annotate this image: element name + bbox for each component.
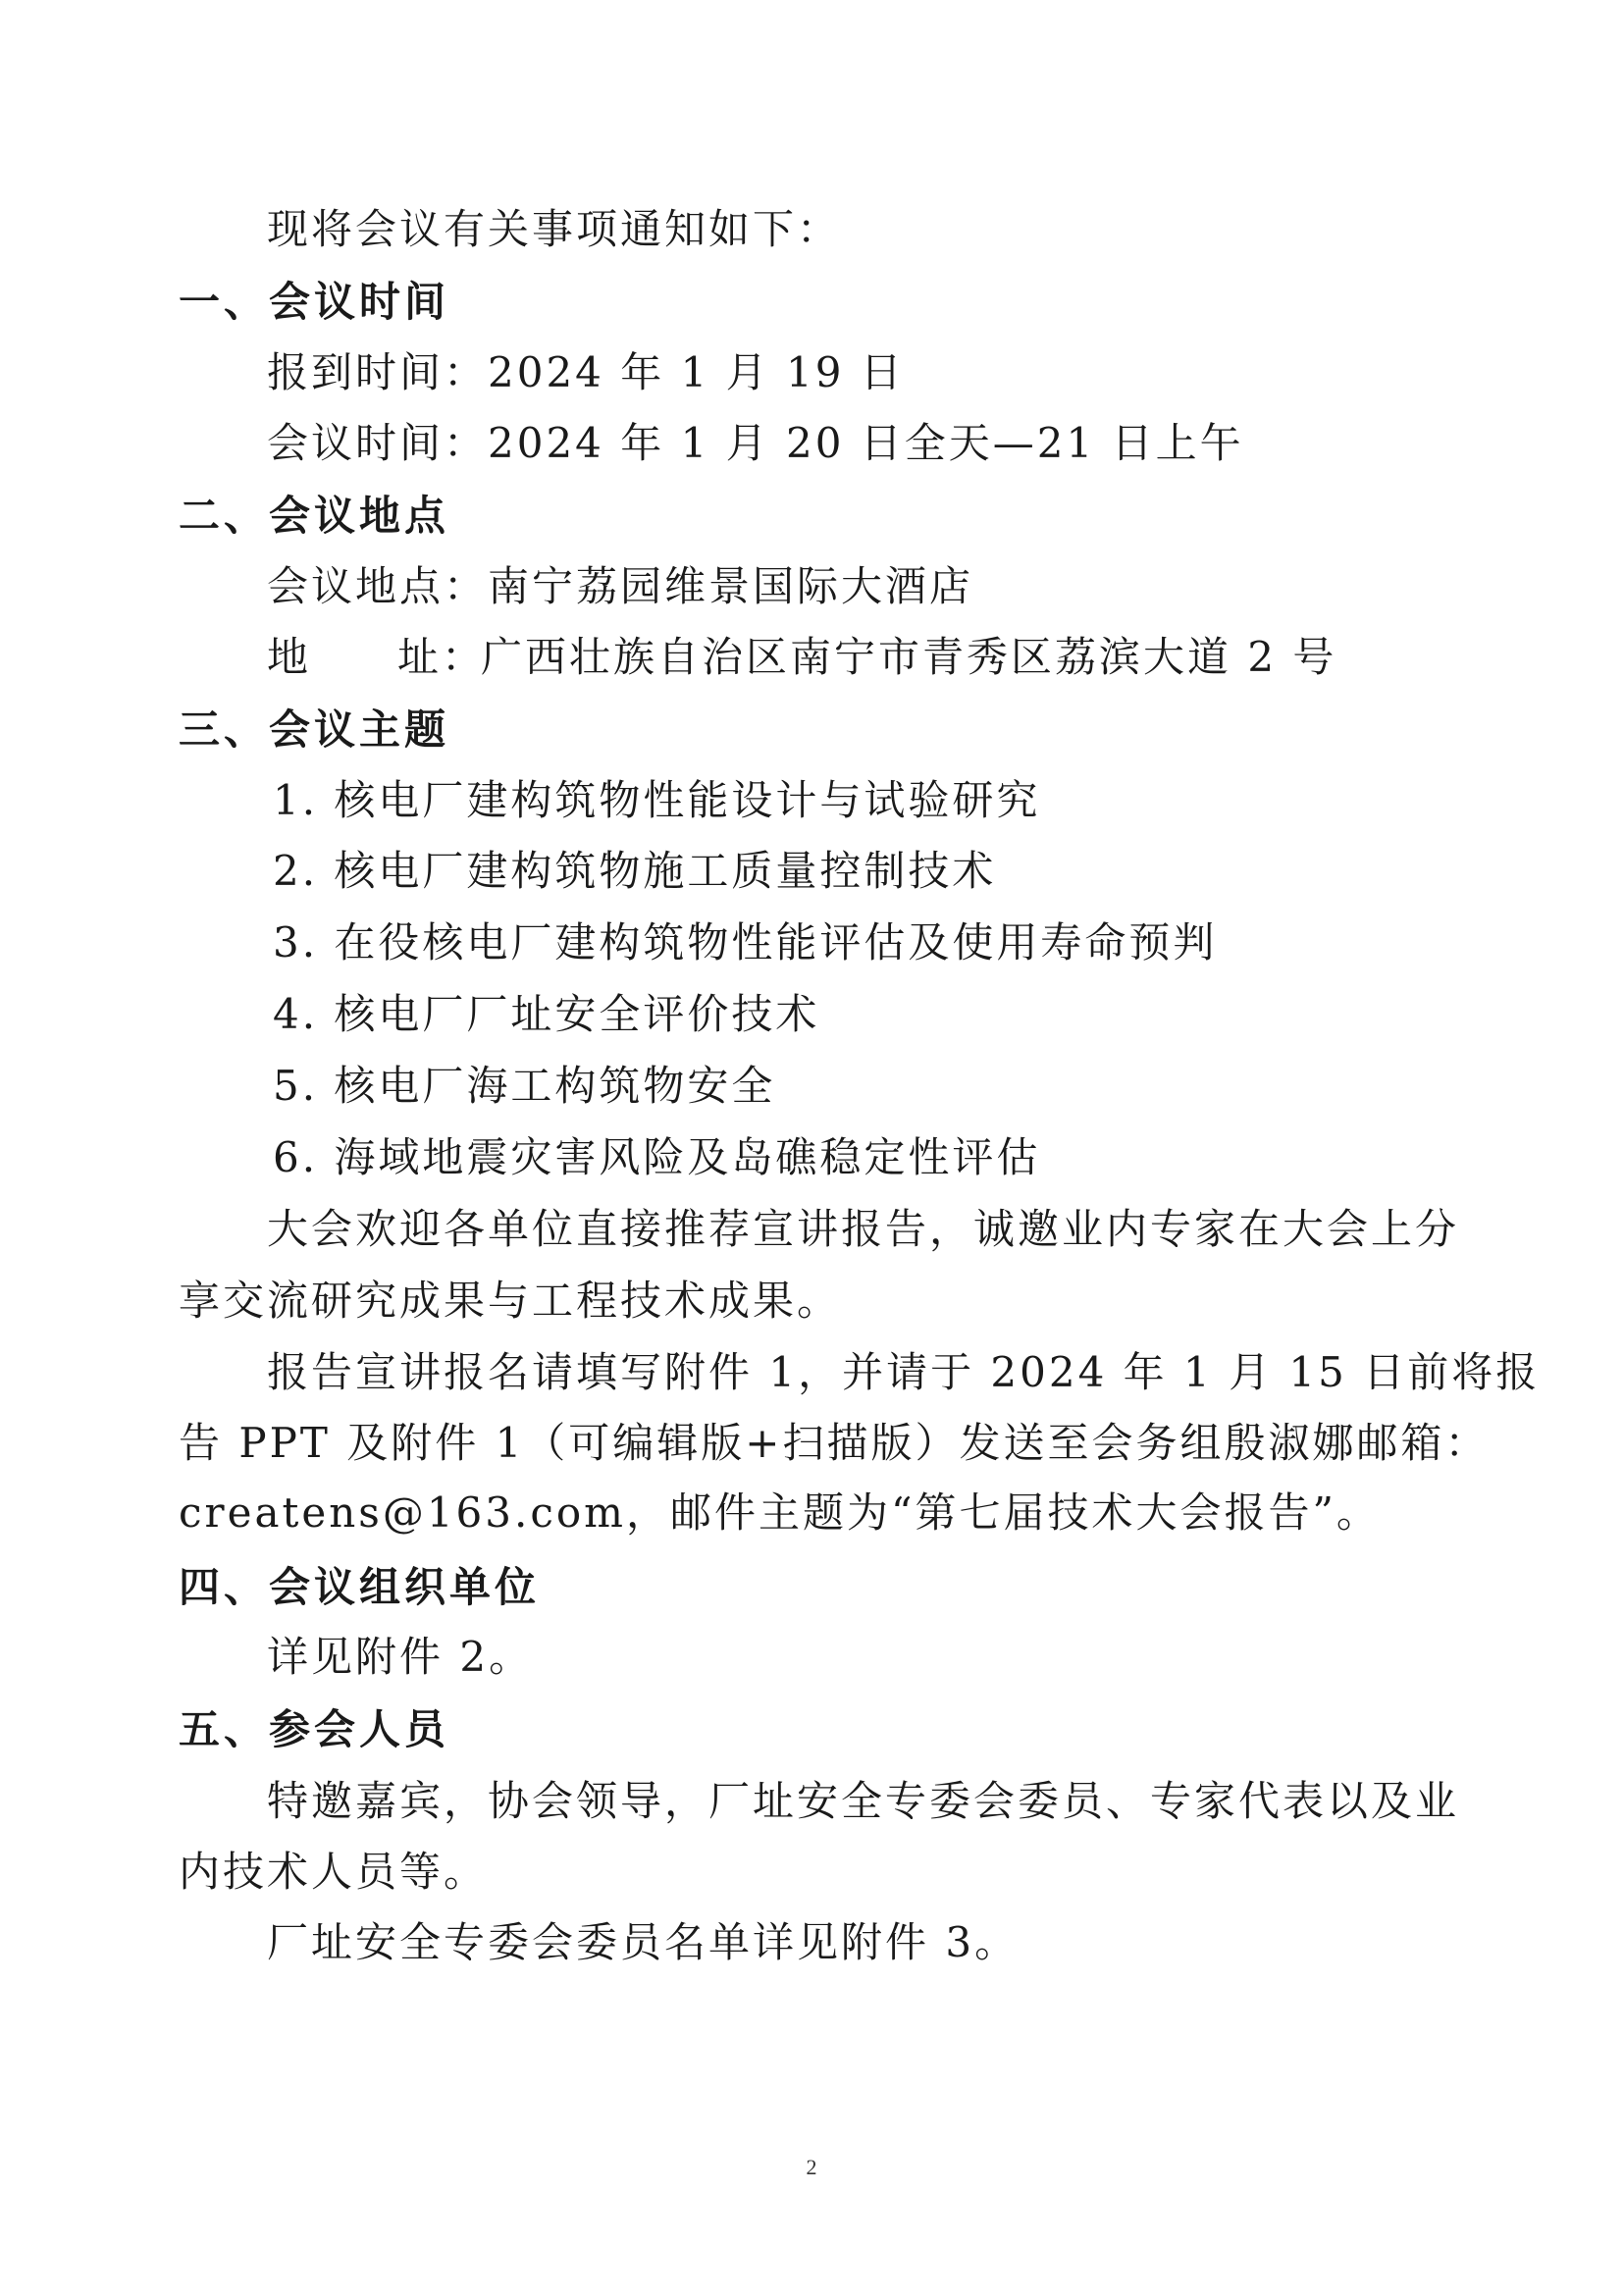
registration-paragraph-line-3: createns@163.com，邮件主题为“第七届技术大会报告”。 (179, 1488, 1381, 1537)
section-3-heading: 三、会议主题 (179, 705, 450, 754)
meeting-time: 会议时间：2024 年 1 月 20 日全天—21 日上午 (267, 419, 1244, 467)
recommend-paragraph-line-1: 大会欢迎各单位直接推荐宣讲报告，诚邀业内专家在大会上分 (267, 1205, 1460, 1253)
topic-item: 6. 海域地震灾害风险及岛礁稳定性评估 (273, 1133, 1041, 1181)
committee-list-text: 厂址安全专委会委员名单详见附件 3。 (267, 1918, 1020, 1966)
section-1-heading: 一、会议时间 (179, 278, 450, 326)
address-label-char-1: 地 (267, 633, 312, 681)
checkin-time: 报到时间：2024 年 1 月 19 日 (267, 348, 905, 396)
section-4-heading: 四、会议组织单位 (179, 1563, 541, 1611)
address-label (267, 630, 487, 685)
topic-item: 1. 核电厂建构筑物性能设计与试验研究 (273, 776, 1041, 824)
section-2-heading: 二、会议地点 (179, 492, 450, 540)
address-label-char-2: 址： (397, 633, 487, 681)
attendees-paragraph-line-2: 内技术人员等。 (179, 1848, 489, 1896)
page-number: 2 (806, 2155, 817, 2179)
topic-item: 5. 核电厂海工构筑物安全 (273, 1062, 776, 1110)
intro-text: 现将会议有关事项通知如下： (267, 205, 842, 253)
organizer-text: 详见附件 2。 (267, 1633, 534, 1681)
registration-paragraph-line-2: 告 PPT 及附件 1（可编辑版+扫描版）发送至会务组殷淑娜邮箱： (179, 1419, 1490, 1467)
registration-paragraph-line-1: 报告宣讲报名请填写附件 1，并请于 2024 年 1 月 15 日前将报 (267, 1348, 1541, 1396)
topic-item: 4. 核电厂厂址安全评价技术 (273, 990, 820, 1038)
topic-item: 2. 核电厂建构筑物施工质量控制技术 (273, 847, 997, 895)
section-5-heading: 五、参会人员 (179, 1705, 450, 1753)
recommend-paragraph-line-2: 享交流研究成果与工程技术成果。 (179, 1277, 842, 1325)
topic-item: 3. 在役核电厂建构筑物性能评估及使用寿命预判 (273, 918, 1218, 966)
meeting-venue: 会议地点：南宁荔园维景国际大酒店 (267, 562, 974, 610)
address-value: 广西壮族自治区南宁市青秀区荔滨大道 2 号 (481, 633, 1337, 681)
meeting-address (267, 630, 1336, 685)
attendees-paragraph-line-1: 特邀嘉宾，协会领导，厂址安全专委会委员、专家代表以及业 (267, 1777, 1460, 1825)
